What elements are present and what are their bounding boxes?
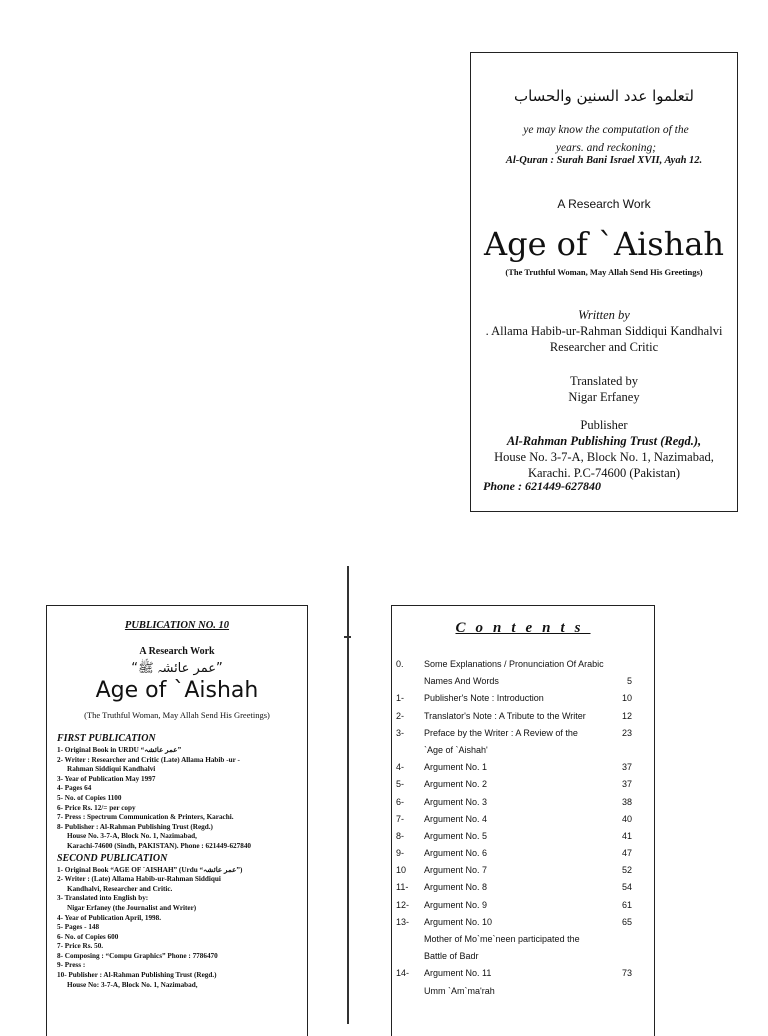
contents-number: 13-	[396, 916, 410, 927]
contents-title: Argument No. 11	[424, 968, 492, 979]
contents-title: Argument No. 7	[424, 865, 488, 876]
contents-row	[396, 725, 648, 742]
translator-name: Nigar Erfaney	[568, 390, 640, 404]
publication-detail-line: 5- No. of Copies 1100	[57, 793, 122, 802]
publication-detail-line: 7- Press : Spectrum Communication & Printers, Karachi.	[57, 813, 234, 822]
publication-detail-line: Nigar Erfaney (the Journalist and Writer)	[67, 903, 197, 912]
verse-line-1: ye may know the computation of the	[523, 124, 689, 136]
contents-page-number: 65	[621, 916, 632, 927]
contents-heading: Contents	[455, 620, 591, 636]
contents-number: 6-	[396, 796, 405, 807]
book-title: Age of `Aishah	[483, 225, 725, 263]
contents-page-number: 61	[621, 899, 632, 910]
contents-title: Names And Words	[424, 676, 499, 687]
contents-row	[396, 965, 648, 982]
arabic-verse: لتعلموا عدد السنين والحساب	[513, 87, 695, 105]
contents-row	[396, 690, 648, 707]
publisher-phone: Phone : 621449-627840	[483, 479, 601, 493]
contents-row	[396, 879, 648, 896]
publisher-address-2: Karachi. P.C-74600 (Pakistan)	[527, 466, 681, 480]
contents-title: `Age of `Aishah'	[424, 744, 488, 755]
publisher-block	[471, 417, 737, 481]
publication-detail-line: Rahman Siddiqui Kandhalvi	[67, 765, 156, 774]
publication-heading: PUBLICATION NO. 10	[124, 620, 230, 631]
contents-page-number: 73	[621, 968, 632, 979]
contents-list	[396, 656, 648, 1000]
verse-line-2: years. and reckoning;	[555, 142, 657, 154]
contents-number: 7-	[396, 813, 405, 824]
contents-page-number: 40	[621, 813, 632, 824]
publication-detail-line: 2- Writer : (Late) Allama Habib-ur-Rahman Siddiqui	[57, 875, 221, 884]
second-publication-list	[57, 866, 301, 991]
title-page	[470, 52, 738, 512]
translated-by-label: Translated by	[570, 374, 638, 388]
scan-arrow-mark	[344, 636, 351, 638]
translator-block	[471, 373, 737, 405]
urdu-title: “عمر عائشہ ﷺ”	[131, 661, 223, 676]
contents-row	[396, 897, 648, 914]
contents-row	[396, 983, 648, 1000]
contents-row	[396, 931, 648, 948]
contents-page-number: 37	[621, 762, 632, 773]
contents-title: Argument No. 4	[424, 813, 488, 824]
contents-row	[396, 948, 648, 965]
contents-page-number: 52	[621, 865, 632, 876]
publication-details	[57, 732, 301, 990]
contents-title: Umm `Am`ma'rah	[424, 985, 495, 996]
first-publication-heading: FIRST PUBLICATION	[57, 733, 156, 744]
contents-title: Battle of Badr	[424, 951, 479, 962]
publication-detail-line: 4- Pages 64	[57, 784, 92, 793]
contents-number: 4-	[396, 762, 405, 773]
publication-detail-line: Karachi-74600 (Sindh, PAKISTAN). Phone : 621449-627840	[67, 841, 252, 850]
contents-title: Argument No. 8	[424, 882, 488, 893]
publication-detail-line: 3- Year of Publication May 1997	[57, 774, 156, 783]
contents-title: Mother of Mo`me`neen participated the	[424, 934, 580, 944]
contents-title: Translator's Note : A Tribute to the Writer	[424, 710, 586, 721]
contents-number: 5-	[396, 779, 405, 790]
contents-row	[396, 708, 648, 725]
publication-detail-line: Kandhalvi, Researcher and Critic.	[67, 884, 173, 893]
book-title: Age of `Aishah	[95, 678, 259, 703]
contents-number: 8-	[396, 830, 405, 841]
contents-number: 10	[396, 865, 407, 876]
contents-title: Argument No. 9	[424, 899, 488, 910]
contents-title: Argument No. 2	[424, 779, 488, 790]
publication-detail-line: House No: 3-7-A, Block No. 1, Nazimabad,	[67, 980, 198, 989]
contents-title: Argument No. 1	[424, 762, 488, 773]
contents-number: 0.	[396, 659, 404, 669]
publication-detail-line: House No. 3-7-A, Block No. 1, Nazimabad,	[67, 832, 197, 841]
contents-row	[396, 811, 648, 828]
author-block	[471, 307, 737, 355]
publication-detail-line: 6- No. of Copies 600	[57, 932, 119, 941]
contents-title: Argument No. 5	[424, 830, 488, 841]
publication-detail-line: 8- Composing : “Compu Graphics” Phone : 7786470	[57, 951, 218, 960]
publication-detail-line: 2- Writer : Researcher and Critic (Late) Allama Habib -ur -	[57, 755, 240, 764]
contents-row	[396, 656, 648, 673]
contents-page-number: 54	[621, 882, 632, 893]
second-publication-heading: SECOND PUBLICATION	[57, 852, 168, 864]
contents-title: Argument No. 10	[424, 916, 493, 927]
contents-row	[396, 862, 648, 879]
verse-translation	[485, 121, 727, 157]
contents-page-number: 10	[621, 693, 632, 704]
written-by-label: Written by	[578, 308, 630, 322]
book-subtitle: (The Truthful Woman, May Allah Send His Greetings)	[84, 710, 270, 720]
publication-detail-line: 7- Price Rs. 50.	[57, 942, 104, 951]
contents-page-number: 37	[621, 779, 632, 790]
scan-line-mark	[347, 566, 349, 1024]
contents-row	[396, 828, 648, 845]
publication-detail-line: 8- Publisher : Al-Rahman Publishing Trust (Regd.)	[57, 822, 213, 831]
contents-number: 12-	[396, 899, 410, 910]
contents-row	[396, 673, 648, 690]
publication-detail-line: 9- Press :	[57, 961, 86, 970]
contents-row	[396, 759, 648, 776]
author-name: . Allama Habib-ur-Rahman Siddiqui Kandhalvi	[485, 324, 723, 338]
contents-number: 14-	[396, 968, 410, 979]
contents-page-number: 23	[621, 727, 632, 738]
contents-number: 1-	[396, 693, 405, 704]
research-label: A Research Work	[557, 197, 651, 211]
contents-page-number: 12	[621, 710, 632, 721]
publication-detail-line: 1- Original Book “AGE OF `AISHAH” (Urdu “عمر عائشہ”)	[57, 865, 243, 874]
publication-detail-line: 1- Original Book in URDU “عمر عائشہ”	[57, 746, 182, 754]
contents-page-number: 38	[621, 796, 632, 807]
publication-detail-line: 10- Publisher : Al-Rahman Publishing Trust (Regd.)	[57, 971, 217, 980]
contents-title: Some Explanations / Pronunciation Of Arabic	[424, 659, 604, 669]
verse-source: Al-Quran : Surah Bani Israel XVII, Ayah 12.	[505, 155, 703, 166]
contents-title: Publisher's Note : Introduction	[424, 693, 544, 704]
publication-detail-line: 6- Price Rs. 12/= per copy	[57, 803, 136, 812]
contents-number: 2-	[396, 710, 405, 721]
publisher-label: Publisher	[580, 418, 628, 432]
contents-title: Preface by the Writer : A Review of the	[424, 727, 578, 738]
contents-page	[391, 605, 655, 1036]
contents-row	[396, 794, 648, 811]
contents-title: Argument No. 6	[424, 848, 488, 859]
publisher-name: Al-Rahman Publishing Trust (Regd.),	[506, 434, 702, 448]
research-label: A Research Work	[139, 646, 215, 657]
contents-number: 11-	[396, 882, 409, 893]
publication-page	[46, 605, 308, 1036]
contents-row	[396, 845, 648, 862]
publication-detail-line: 3- Translated into English by:	[57, 894, 149, 903]
contents-row	[396, 776, 648, 793]
contents-page-number: 47	[621, 848, 632, 859]
contents-page-number: 5	[626, 676, 632, 687]
contents-title: Argument No. 3	[424, 796, 488, 807]
contents-number: 9-	[396, 848, 405, 859]
contents-number: 3-	[396, 727, 405, 738]
contents-row	[396, 742, 648, 759]
publication-detail-line: 4- Year of Publication April, 1998.	[57, 913, 162, 922]
publisher-address-1: House No. 3-7-A, Block No. 1, Nazimabad,	[494, 450, 714, 464]
first-publication-list	[57, 746, 301, 852]
book-subtitle: (The Truthful Woman, May Allah Send His Greetings)	[505, 267, 703, 277]
contents-page-number: 41	[621, 830, 632, 841]
author-role: Researcher and Critic	[549, 340, 659, 354]
publication-detail-line: 5- Pages - 148	[57, 923, 100, 932]
contents-row	[396, 914, 648, 931]
